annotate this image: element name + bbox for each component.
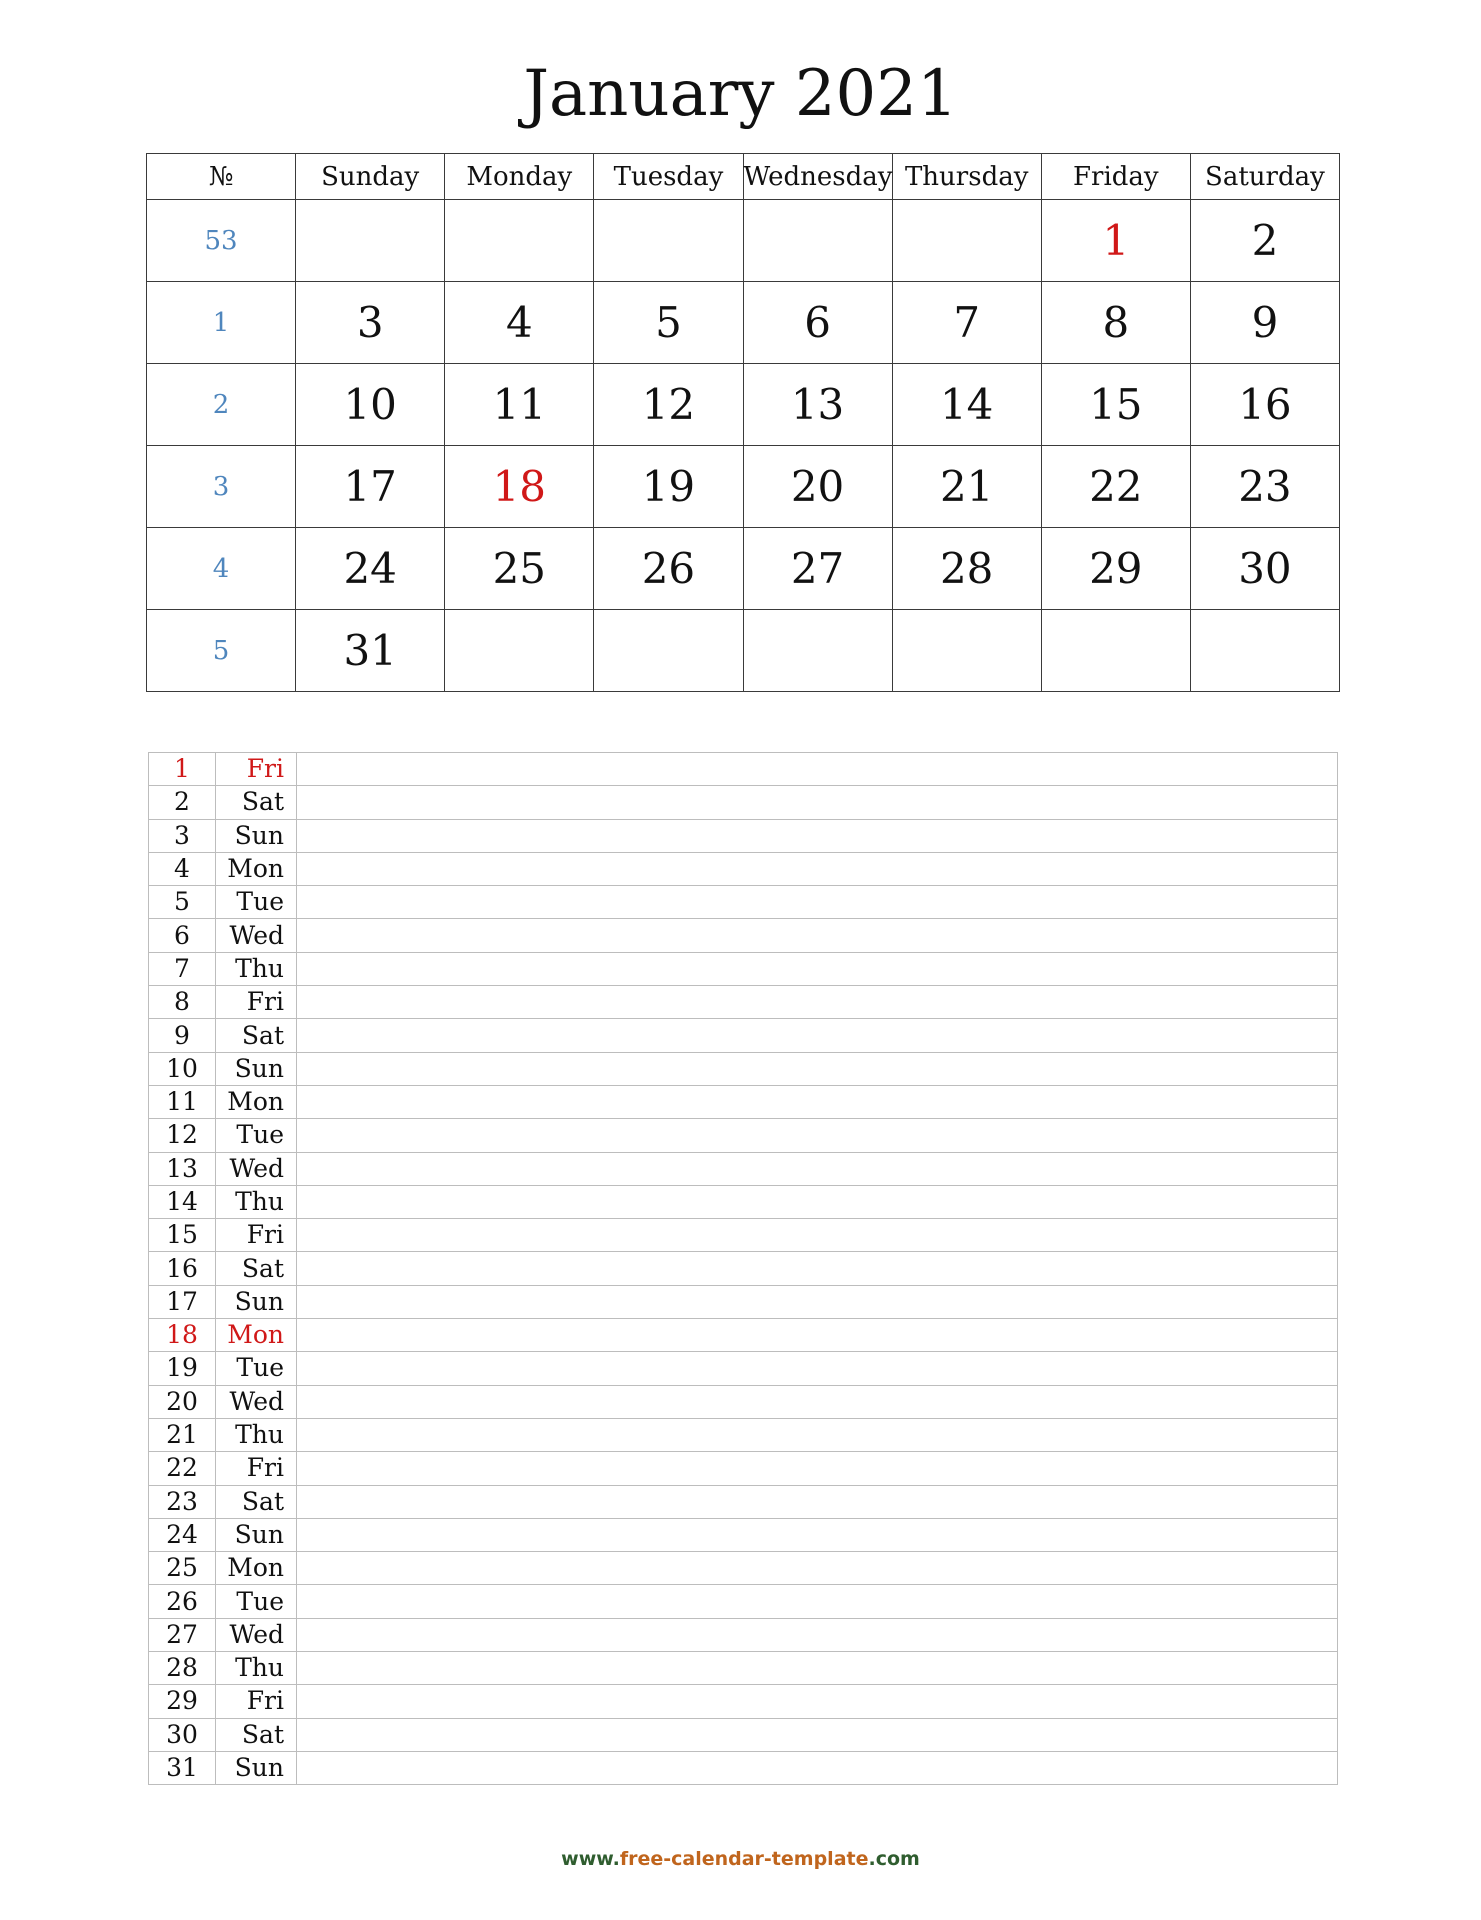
list-item [149,1252,1338,1285]
list-day-number: 17 [149,1285,216,1318]
list-day-number: 7 [149,952,216,985]
list-day-name: Mon [216,1085,297,1118]
list-day-name: Tue [216,1585,297,1618]
header-thursday: Thursday [892,154,1041,200]
list-note-space [297,1352,1338,1385]
list-day-number: 5 [149,886,216,919]
footer-prefix: www. [561,1848,620,1870]
list-item [149,1352,1338,1385]
list-day-number: 22 [149,1452,216,1485]
list-day-number: 31 [149,1751,216,1784]
footer-website [0,1847,1481,1871]
day-cell-tuesday: 5 [594,282,743,364]
day-cell-tuesday [594,200,743,282]
list-day-name: Thu [216,1418,297,1451]
week-number: 3 [147,446,296,528]
list-day-number: 8 [149,986,216,1019]
page-title: January 2021 [523,57,958,131]
week-row [147,528,1340,610]
list-day-number: 25 [149,1552,216,1585]
list-note-space [297,1751,1338,1784]
list-note-space [297,1219,1338,1252]
list-note-space [297,1019,1338,1052]
list-day-name: Sat [216,1019,297,1052]
list-item [149,1618,1338,1651]
header-wednesday: Wednesday [743,154,892,200]
list-item [149,1285,1338,1318]
list-item [149,1552,1338,1585]
day-cell-friday: 29 [1041,528,1190,610]
list-day-name: Sun [216,1052,297,1085]
list-day-number: 28 [149,1652,216,1685]
daily-notes-list [148,752,1338,1785]
list-day-name: Sun [216,819,297,852]
list-day-name: Thu [216,1652,297,1685]
list-note-space [297,1452,1338,1485]
day-cell-thursday [892,200,1041,282]
list-note-space [297,1052,1338,1085]
day-cell-monday [445,610,594,692]
list-item [149,1219,1338,1252]
list-note-space [297,1618,1338,1651]
list-note-space [297,1552,1338,1585]
header-week-number: № [147,154,296,200]
list-item [149,1085,1338,1118]
list-day-number: 23 [149,1485,216,1518]
list-item [149,786,1338,819]
list-item [149,1585,1338,1618]
list-note-space [297,1652,1338,1685]
day-cell-monday: 4 [445,282,594,364]
day-cell-saturday: 30 [1190,528,1339,610]
list-day-number: 14 [149,1185,216,1218]
header-friday: Friday [1041,154,1190,200]
day-cell-sunday: 3 [296,282,445,364]
list-day-name: Wed [216,1152,297,1185]
list-day-name: Sun [216,1285,297,1318]
list-day-number: 9 [149,1019,216,1052]
list-item [149,1751,1338,1784]
list-day-name: Wed [216,1385,297,1418]
day-cell-friday: 22 [1041,446,1190,528]
list-day-name: Mon [216,852,297,885]
list-day-number: 21 [149,1418,216,1451]
list-day-number: 20 [149,1385,216,1418]
month-grid [146,153,1340,692]
list-item [149,1518,1338,1551]
day-cell-sunday: 10 [296,364,445,446]
list-note-space [297,1185,1338,1218]
list-day-number: 6 [149,919,216,952]
week-row [147,282,1340,364]
day-cell-thursday: 14 [892,364,1041,446]
list-note-space [297,1285,1338,1318]
list-item [149,852,1338,885]
day-cell-sunday: 31 [296,610,445,692]
footer-name: free-calendar-template [619,1848,869,1870]
weekday-header-row [147,154,1340,200]
day-cell-saturday [1190,610,1339,692]
week-number: 1 [147,282,296,364]
day-cell-monday: 18 [445,446,594,528]
list-day-name: Wed [216,1618,297,1651]
list-day-name: Thu [216,952,297,985]
list-day-number: 26 [149,1585,216,1618]
header-saturday: Saturday [1190,154,1339,200]
list-day-number: 30 [149,1718,216,1751]
list-day-number: 3 [149,819,216,852]
list-note-space [297,1418,1338,1451]
week-number: 4 [147,528,296,610]
header-tuesday: Tuesday [594,154,743,200]
week-number: 2 [147,364,296,446]
week-row [147,446,1340,528]
list-day-number: 15 [149,1219,216,1252]
list-day-name: Fri [216,753,297,786]
week-row [147,364,1340,446]
list-note-space [297,1718,1338,1751]
list-item [149,886,1338,919]
day-cell-wednesday: 27 [743,528,892,610]
week-row [147,200,1340,282]
list-day-number: 2 [149,786,216,819]
list-note-space [297,1518,1338,1551]
list-day-number: 1 [149,753,216,786]
list-item [149,1119,1338,1152]
list-note-space [297,1485,1338,1518]
list-day-name: Sat [216,786,297,819]
list-note-space [297,919,1338,952]
day-cell-monday: 11 [445,364,594,446]
list-day-number: 11 [149,1085,216,1118]
list-day-number: 18 [149,1319,216,1352]
list-item [149,1418,1338,1451]
list-day-name: Thu [216,1185,297,1218]
list-day-name: Fri [216,1452,297,1485]
list-day-name: Fri [216,1685,297,1718]
list-day-name: Wed [216,919,297,952]
day-cell-saturday: 9 [1190,282,1339,364]
header-monday: Monday [445,154,594,200]
list-note-space [297,1119,1338,1152]
day-cell-sunday: 24 [296,528,445,610]
day-cell-monday [445,200,594,282]
list-note-space [297,1152,1338,1185]
list-day-name: Sat [216,1485,297,1518]
list-item [149,1485,1338,1518]
day-cell-wednesday: 13 [743,364,892,446]
day-cell-tuesday: 12 [594,364,743,446]
list-day-name: Mon [216,1552,297,1585]
list-item [149,1052,1338,1085]
list-item [149,919,1338,952]
day-cell-sunday: 17 [296,446,445,528]
list-note-space [297,1085,1338,1118]
day-cell-wednesday: 20 [743,446,892,528]
list-day-number: 19 [149,1352,216,1385]
list-item [149,952,1338,985]
list-item [149,1718,1338,1751]
list-day-number: 10 [149,1052,216,1085]
list-note-space [297,819,1338,852]
day-cell-saturday: 23 [1190,446,1339,528]
list-day-name: Fri [216,986,297,1019]
list-note-space [297,986,1338,1019]
list-day-number: 13 [149,1152,216,1185]
list-day-number: 12 [149,1119,216,1152]
list-item [149,819,1338,852]
footer-suffix: .com [868,1848,920,1870]
day-cell-tuesday: 19 [594,446,743,528]
list-day-name: Fri [216,1219,297,1252]
list-note-space [297,1385,1338,1418]
day-cell-thursday: 7 [892,282,1041,364]
day-cell-thursday [892,610,1041,692]
list-day-number: 16 [149,1252,216,1285]
header-sunday: Sunday [296,154,445,200]
list-day-number: 4 [149,852,216,885]
list-item [149,1652,1338,1685]
day-cell-friday [1041,610,1190,692]
list-day-name: Sun [216,1518,297,1551]
list-item [149,1452,1338,1485]
list-item [149,1385,1338,1418]
list-day-name: Sun [216,1751,297,1784]
list-day-name: Tue [216,1352,297,1385]
day-cell-tuesday [594,610,743,692]
day-cell-sunday [296,200,445,282]
list-day-number: 24 [149,1518,216,1551]
day-cell-saturday: 2 [1190,200,1339,282]
list-item [149,1152,1338,1185]
day-cell-wednesday [743,200,892,282]
week-number: 53 [147,200,296,282]
list-note-space [297,1585,1338,1618]
list-item [149,1185,1338,1218]
list-note-space [297,1319,1338,1352]
day-cell-monday: 25 [445,528,594,610]
list-item [149,986,1338,1019]
list-note-space [297,1685,1338,1718]
list-item [149,1685,1338,1718]
list-day-number: 27 [149,1618,216,1651]
day-cell-friday: 8 [1041,282,1190,364]
day-cell-thursday: 21 [892,446,1041,528]
list-item [149,1019,1338,1052]
day-cell-thursday: 28 [892,528,1041,610]
list-note-space [297,852,1338,885]
list-day-name: Tue [216,1119,297,1152]
week-number: 5 [147,610,296,692]
day-cell-friday: 15 [1041,364,1190,446]
day-cell-tuesday: 26 [594,528,743,610]
list-day-name: Sat [216,1718,297,1751]
week-row [147,610,1340,692]
day-cell-friday: 1 [1041,200,1190,282]
list-note-space [297,886,1338,919]
list-day-name: Tue [216,886,297,919]
day-cell-wednesday [743,610,892,692]
list-item [149,753,1338,786]
day-cell-wednesday: 6 [743,282,892,364]
list-note-space [297,786,1338,819]
list-day-number: 29 [149,1685,216,1718]
list-note-space [297,1252,1338,1285]
day-cell-saturday: 16 [1190,364,1339,446]
list-item [149,1319,1338,1352]
list-note-space [297,952,1338,985]
list-day-name: Mon [216,1319,297,1352]
list-note-space [297,753,1338,786]
list-day-name: Sat [216,1252,297,1285]
